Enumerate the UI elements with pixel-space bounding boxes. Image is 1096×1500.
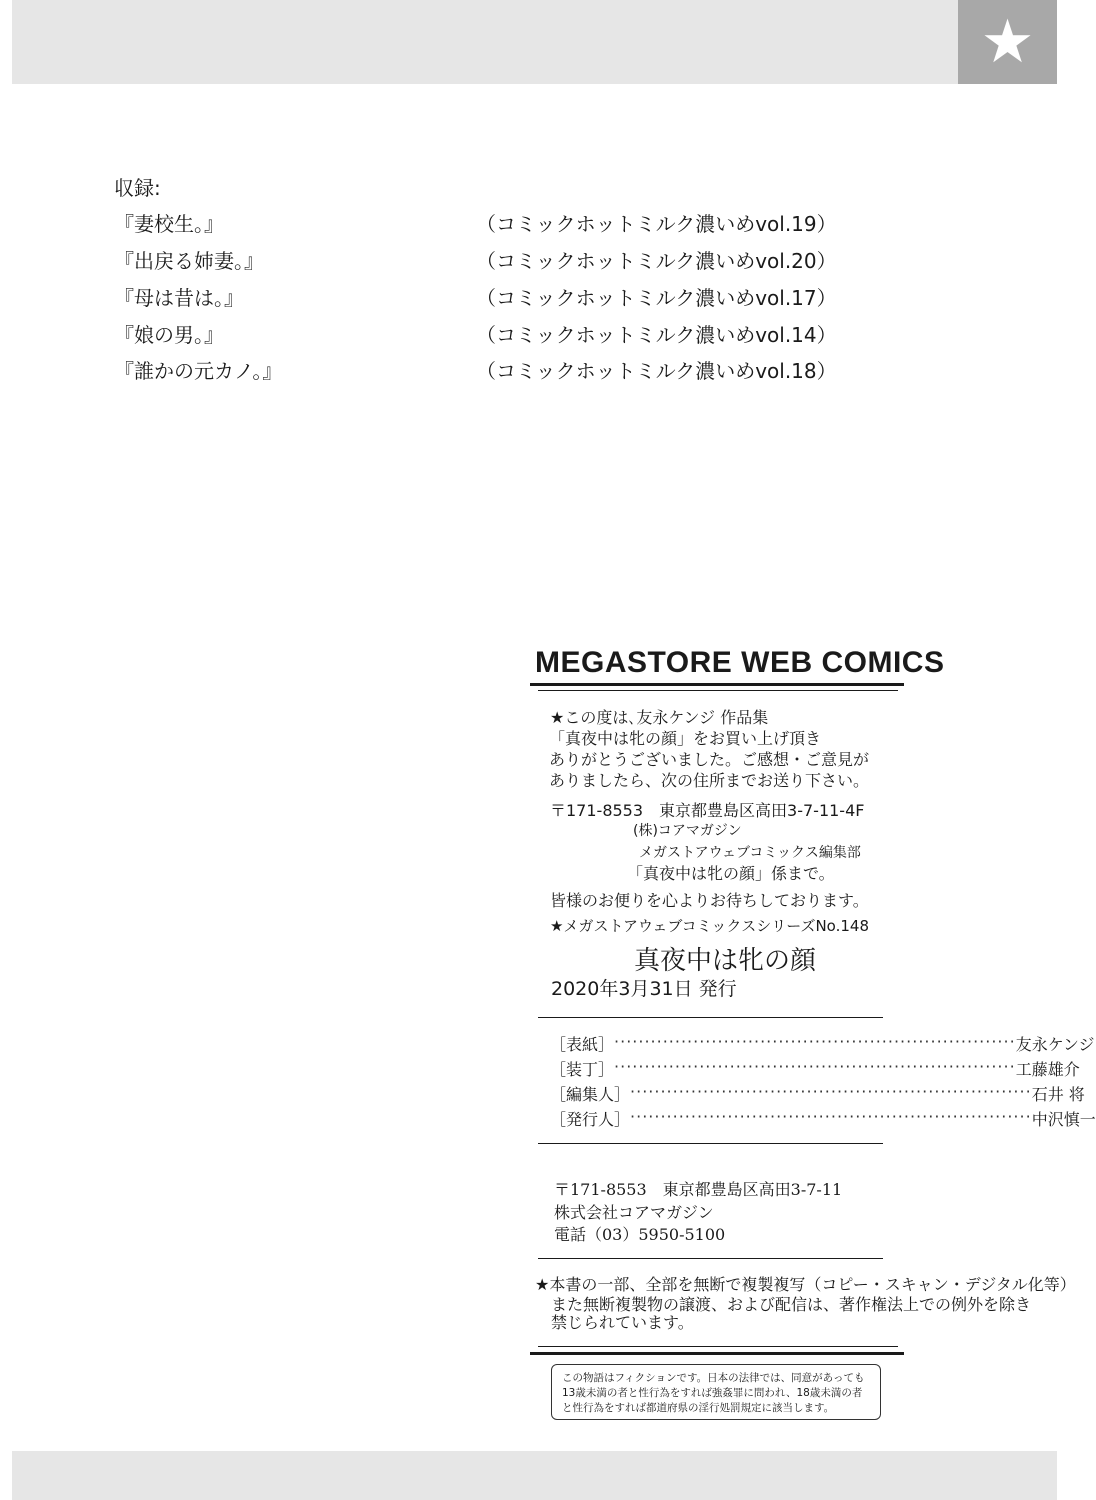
credit-role: ［表紙］ bbox=[550, 1035, 615, 1054]
credit-name: 友永ケンジ bbox=[1015, 1035, 1095, 1054]
list-item bbox=[114, 245, 837, 275]
fiction-notice-box bbox=[551, 1364, 881, 1420]
corner-star-badge bbox=[958, 0, 1057, 84]
credit-row bbox=[550, 1107, 1096, 1130]
leader-dots: ·································································· bbox=[614, 1032, 1016, 1051]
fiction-notice-line: 13歳未満の者と性行為をすれば強姦罪に問われ、18歳未満の者 bbox=[562, 1387, 863, 1399]
leader-dots: ·································································· bbox=[614, 1057, 1016, 1076]
story-title: 『母は昔は。』 bbox=[114, 286, 244, 310]
divider bbox=[538, 1258, 883, 1259]
divider bbox=[538, 690, 898, 691]
story-title: 『誰かの元カノ。』 bbox=[114, 359, 283, 383]
story-source: （コミックホットミルク濃いめvol.20） bbox=[476, 249, 837, 273]
leader-dots: ·································································· bbox=[630, 1082, 1032, 1101]
divider bbox=[530, 683, 904, 686]
credit-name: 石井 将 bbox=[1031, 1085, 1085, 1104]
story-source: （コミックホットミルク濃いめvol.18） bbox=[476, 359, 837, 383]
copyright-line: また無断複製物の譲渡、および配信は、著作権法上での例外を除き bbox=[551, 1295, 1032, 1314]
publish-date: 2020年3月31日 発行 bbox=[551, 978, 737, 1000]
list-item bbox=[114, 282, 837, 312]
fiction-notice-line: と性行為をすれば都道府県の淫行処罰規定に該当します。 bbox=[562, 1402, 835, 1414]
publisher-postal: 〒171-8553 東京都豊島区高田3-7-11 bbox=[554, 1180, 843, 1199]
story-source: （コミックホットミルク濃いめvol.17） bbox=[476, 286, 837, 310]
story-title: 『出戻る姉妻。』 bbox=[114, 249, 264, 273]
thanks-line: 「真夜中は牝の顔」をお買い上げ頂き bbox=[549, 729, 822, 748]
divider bbox=[530, 1352, 904, 1355]
address-department: メガストアウェブコミックス編集部 bbox=[639, 845, 861, 861]
credit-name: 中沢慎一 bbox=[1031, 1110, 1096, 1129]
credit-name: 工藤雄介 bbox=[1015, 1060, 1080, 1079]
fiction-notice-line: この物語はフィクションです。日本の法律では、同意があっても bbox=[562, 1372, 865, 1384]
address-company: (株)コアマガジン bbox=[633, 823, 742, 839]
copyright-line: ★本書の一部、全部を無断で複製複写（コピー・スキャン・デジタル化等） bbox=[535, 1275, 1076, 1294]
credit-row bbox=[550, 1082, 1085, 1105]
list-item bbox=[114, 355, 837, 385]
story-source: （コミックホットミルク濃いめvol.19） bbox=[476, 212, 837, 236]
top-band bbox=[12, 0, 1057, 84]
publisher-phone: 電話（03）5950-5100 bbox=[554, 1225, 726, 1244]
publisher-name: 株式会社コアマガジン bbox=[554, 1203, 714, 1222]
address-postal: 〒171-8553 東京都豊島区高田3-7-11-4F bbox=[550, 801, 865, 820]
story-title: 『妻校生。』 bbox=[114, 212, 224, 236]
divider bbox=[538, 1143, 883, 1144]
credit-row bbox=[550, 1057, 1080, 1080]
address-attn: 「真夜中は牝の顔」係まで。 bbox=[627, 864, 835, 883]
contents-heading: 収録: bbox=[114, 176, 161, 200]
book-title: 真夜中は牝の顔 bbox=[634, 946, 817, 976]
leader-dots: ·································································· bbox=[630, 1107, 1032, 1126]
divider bbox=[538, 1017, 883, 1018]
thanks-line: ありましたら、次の住所までお送り下さい。 bbox=[549, 771, 870, 790]
series-logo: MEGASTORE WEB COMICS bbox=[535, 646, 945, 679]
credit-role: ［装丁］ bbox=[550, 1060, 615, 1079]
list-item bbox=[114, 208, 837, 238]
closing-text: 皆様のお便りを心よりお待ちしております。 bbox=[550, 891, 869, 910]
bottom-band bbox=[12, 1451, 1057, 1500]
story-title: 『娘の男。』 bbox=[114, 323, 224, 347]
thanks-line: ありがとうございました。ご感想・ご意見が bbox=[549, 750, 870, 769]
divider bbox=[538, 1346, 898, 1347]
star-icon: ★ bbox=[980, 7, 1035, 77]
list-item bbox=[114, 319, 837, 349]
series-number: ★メガストアウェブコミックスシリーズNo.148 bbox=[550, 917, 869, 935]
thanks-line: ★この度は､友永ケンジ 作品集 bbox=[550, 708, 769, 727]
copyright-line: 禁じられています。 bbox=[551, 1313, 694, 1332]
story-source: （コミックホットミルク濃いめvol.14） bbox=[476, 323, 837, 347]
credit-role: ［発行人］ bbox=[550, 1110, 631, 1129]
credit-row bbox=[550, 1032, 1095, 1055]
credit-role: ［編集人］ bbox=[550, 1085, 631, 1104]
